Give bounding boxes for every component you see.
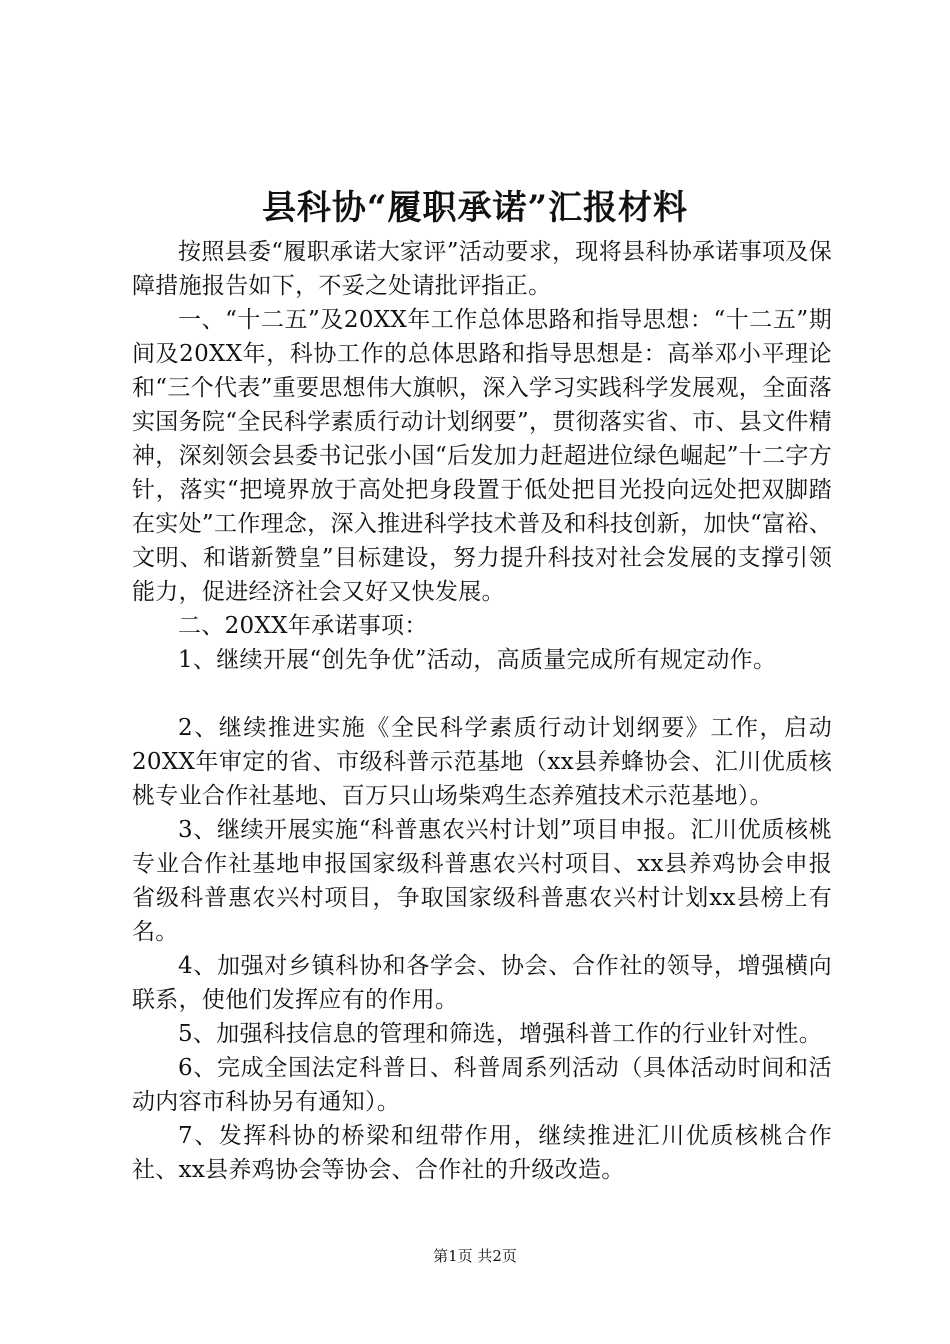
section-two-heading: 二、20XX年承诺事项： [178, 613, 428, 639]
commitment-item-2: 2、继续推进实施《全民科学素质行动计划纲要》工作，启动20XX年审定的省、市级科普示范基地（xx县养蜂协会、汇川优质核桃专业合作社基地、百万只山场柴鸡生态养殖技术示范基地）。 [132, 715, 832, 809]
commitment-item-3: 3、继续开展实施“科普惠农兴村计划”项目申报。汇川优质核桃专业合作社基地申报国家级科普惠农兴村项目、xx县养鸡协会申报省级科普惠农兴村项目，争取国家级科普惠农兴村计划xx县榜上有名。 [132, 817, 832, 945]
blank-line [132, 677, 832, 711]
commitment-item-5: 5、加强科技信息的管理和筛选，增强科普工作的行业针对性。 [178, 1021, 823, 1047]
commitment-item-7: 7、发挥科协的桥梁和纽带作用，继续推进汇川优质核桃合作社、xx县养鸡协会等协会、合作社的升级改造。 [132, 1123, 832, 1183]
section-one-paragraph: 一、“十二五”及20XX年工作总体思路和指导思想：“十二五”期间及20XX年，科协工作的总体思路和指导思想是：高举邓小平理论和“三个代表”重要思想伟大旗帜，深入学习实践科学发展观，全面落实国务院“全民科学素质行动计划纲要”，贯彻落实省、市、县文件精神，深刻领会县委书记张小国“后发加力赶超进位绿色崛起”十二字方针，落实“把境界放于高处把身段置于低处把目光投向远处把双脚踏在实处”工作理念，深入推进科学技术普及和科技创新，加快“富裕、文明、和谐新赞皇”目标建设，努力提升科技对社会发展的支撑引领能力，促进经济社会又好又快发展。 [132, 307, 832, 605]
commitment-item-4: 4、加强对乡镇科协和各学会、协会、合作社的领导，增强横向联系，使他们发挥应有的作用。 [132, 953, 832, 1013]
page-number-footer: 第1页 共2页 [433, 1247, 517, 1265]
document-title: 县科协“履职承诺”汇报材料 [261, 188, 689, 228]
document-body [132, 235, 832, 1187]
commitment-item-1: 1、继续开展“创先争优”活动，高质量完成所有规定动作。 [178, 647, 777, 673]
intro-paragraph: 按照县委“履职承诺大家评”活动要求，现将县科协承诺事项及保障措施报告如下，不妥之处请批评指正。 [132, 239, 832, 299]
commitment-item-6: 6、完成全国法定科普日、科普周系列活动（具体活动时间和活动内容市科协另有通知）。 [132, 1055, 832, 1115]
